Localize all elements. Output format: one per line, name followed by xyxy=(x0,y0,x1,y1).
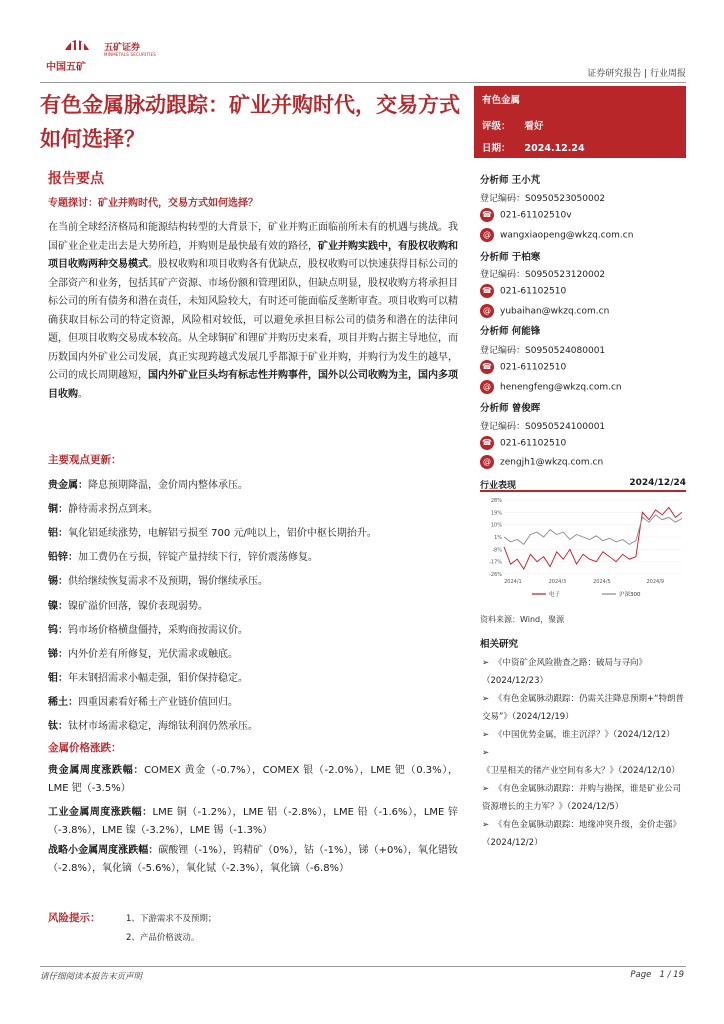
email-link[interactable]: henengfeng@wkzq.com.cn xyxy=(500,382,622,393)
view-text: 四重因素看好稀土产业链价值回归。 xyxy=(78,697,238,708)
y-tick-label: 19% xyxy=(490,510,502,517)
phone-icon: ☎ xyxy=(480,360,494,374)
arrow-icon: ➢ xyxy=(482,748,490,758)
precious-prices xyxy=(48,762,458,798)
date-row xyxy=(482,140,585,154)
analyst-email xyxy=(480,455,603,469)
intro-paragraph xyxy=(48,219,458,404)
view-item xyxy=(48,669,458,684)
view-text: 内外价差有所修复，光伏需求或触底。 xyxy=(68,649,238,660)
analyst-email xyxy=(480,304,609,318)
email-icon: @ xyxy=(480,380,494,394)
date-value: 2024.12.24 xyxy=(524,143,585,154)
arrow-icon: ➢ xyxy=(482,694,490,704)
view-item xyxy=(48,645,458,660)
chart-source: 资料来源：Wind，聚源 xyxy=(480,615,565,624)
analyst-name: 分析师 何能锋 xyxy=(480,326,541,337)
email-link[interactable]: wangxiaopeng@wkzq.com.cn xyxy=(500,230,634,241)
view-item xyxy=(48,693,458,708)
prices-title: 金属价格涨跌： xyxy=(48,742,122,754)
phone-text[interactable]: 021-61102510 xyxy=(500,286,567,297)
view-text: 静待需求拐点到来。 xyxy=(68,504,158,515)
industrial-prices xyxy=(48,804,458,840)
chart-title: 行业表现 xyxy=(480,481,517,491)
y-tick-label: -26% xyxy=(489,572,502,578)
y-tick-label: -17% xyxy=(489,559,502,566)
view-metal: 锑： xyxy=(48,649,68,660)
page-number xyxy=(630,970,684,980)
industrial-text: LME 铜（-1.2%），LME 铝（-2.8%），LME 铅（-1.6%），LME 锌（-3.8%），LME 镍（-3.2%），LME 锡（-1.3%） xyxy=(48,807,459,836)
analyst-name: 分析师 于柏寒 xyxy=(480,252,541,263)
x-tick-label: 2024/5 xyxy=(593,579,611,585)
legend-label: 电子 xyxy=(549,592,561,598)
analyst-email xyxy=(480,380,622,394)
strategic-text: 碳酸锂（-1%），钨精矿（0%），钴（-1%），锑（+0%），氧化镨钕（-2.8%），氧化镝（-5.6%），氧化铽（-2.3%），氧化镝（-6.8%） xyxy=(48,845,458,874)
y-tick-label: 10% xyxy=(490,522,502,529)
phone-icon: ☎ xyxy=(480,284,494,298)
related-title: 相关研究 xyxy=(480,639,519,650)
view-item xyxy=(48,717,458,732)
logo xyxy=(40,28,160,72)
arrow-icon: ➢ xyxy=(482,820,490,830)
related-link[interactable]: 《有色金属脉动跟踪：并购与勘探，谁是矿业公司资源增长的主力军？》（2024/12/5） xyxy=(482,784,682,812)
page-label: Page xyxy=(630,970,652,980)
x-tick-label: 2024/9 xyxy=(646,579,665,585)
analyst-phone xyxy=(480,284,566,298)
related-item[interactable] xyxy=(482,726,688,744)
x-tick-label: 2024/3 xyxy=(548,579,567,585)
footer-disclaimer: 请仔细阅读本报告末页声明 xyxy=(40,972,143,982)
related-link[interactable]: 《中资矿企风险勘查之路：破局与寻向》（2024/12/23） xyxy=(482,658,648,686)
footer-divider xyxy=(40,966,686,967)
analyst-name: 分析师 曾俊晖 xyxy=(480,403,541,414)
view-metal: 贵金属： xyxy=(48,480,88,491)
series-line xyxy=(504,507,682,569)
risk-item: 2、产品价格波动。 xyxy=(126,933,200,943)
view-metal: 镍： xyxy=(48,601,68,612)
views-title: 主要观点更新： xyxy=(48,454,122,466)
industrial-label: 工业金属周度涨跌幅： xyxy=(48,807,153,818)
view-item xyxy=(48,476,458,491)
related-link[interactable]: 《有色金属脉动跟踪：仍需关注降息预期+“特朗普交易”》（2024/12/19） xyxy=(482,694,685,722)
y-tick-label: 1% xyxy=(494,535,502,541)
related-item[interactable] xyxy=(482,654,688,690)
industry-performance-chart xyxy=(480,494,686,602)
view-item xyxy=(48,524,458,539)
chart-date: 2024/12/24 xyxy=(629,478,686,488)
arrow-icon: ➢ xyxy=(482,784,490,794)
report-type: 证券研究报告 | 行业周报 xyxy=(587,69,686,79)
intro-text-3: 。 xyxy=(78,388,88,400)
view-text: 年末钢招需求小幅走强，钼价保持稳定。 xyxy=(68,673,248,684)
phone-icon: ☎ xyxy=(480,208,494,222)
y-tick-label: -8% xyxy=(492,547,502,554)
view-metal: 铝： xyxy=(48,528,68,539)
view-item xyxy=(48,548,458,563)
legend-label: 沪深300 xyxy=(619,592,641,598)
view-metal: 铅锌： xyxy=(48,552,78,563)
report-title: 有色金属脉动跟踪：矿业并购时代，交易方式如何选择？ xyxy=(40,93,460,151)
view-metal: 钨： xyxy=(48,625,68,636)
risk-item: 1、下游需求不及预期； xyxy=(126,914,217,924)
strategic-prices xyxy=(48,842,458,878)
section-title: 报告要点 xyxy=(48,171,104,187)
intro-bold-2: 国内外矿业巨头均有标志性并购事件，国外以公司收购为主，国内多项目收购 xyxy=(48,370,458,400)
arrow-icon: ➢ xyxy=(482,658,490,668)
view-item xyxy=(48,621,458,636)
analyst-name: 分析师 王小芃 xyxy=(480,175,541,186)
related-item[interactable] xyxy=(482,690,688,726)
chart-header xyxy=(480,478,686,492)
related-item[interactable] xyxy=(482,780,688,816)
view-text: 镍矿溢价回落，镍价表现弱势。 xyxy=(68,601,208,612)
logo-mark-icon xyxy=(62,28,92,54)
view-metal: 钼： xyxy=(48,673,68,684)
rating-row xyxy=(482,118,544,132)
analyst-reg: 登记编码：S0950523050002 xyxy=(480,194,606,204)
page-value: 1 / 19 xyxy=(659,970,684,980)
view-metal: 稀土： xyxy=(48,697,78,708)
analyst-reg: 登记编码：S0950524100001 xyxy=(480,422,606,432)
series-line xyxy=(504,515,682,545)
related-item[interactable] xyxy=(482,744,688,780)
view-text: 钨市场价格横盘僵持，采购商按需议价。 xyxy=(68,625,248,636)
related-link[interactable]: 《有色金属脉动跟踪：地缘冲突升级，金价走强》（2024/12/2） xyxy=(482,820,682,848)
logo-text-cn: 中国五矿 xyxy=(46,62,86,73)
view-metal: 铜： xyxy=(48,504,68,515)
email-link[interactable]: yubaihan@wkzq.com.cn xyxy=(500,306,610,317)
precious-label: 贵金属周度涨跌幅： xyxy=(48,765,145,776)
analyst-email xyxy=(480,228,633,242)
email-icon: @ xyxy=(480,304,494,318)
analyst-reg: 登记编码：S0950523120002 xyxy=(480,270,606,280)
header-divider xyxy=(40,82,686,83)
intro-bold-1: 矿业并购实践中，有股权收购和项目收购两种交易模式 xyxy=(48,240,458,270)
view-text: 钛材市场需求稳定，海绵钛利润仍然承压。 xyxy=(68,721,258,732)
view-text: 氧化铝延续涨势，电解铝亏损至 700 元/吨以上，铝价中枢长期抬升。 xyxy=(68,528,377,539)
view-item xyxy=(48,597,458,612)
strategic-label: 战略小金属周度涨跌幅： xyxy=(48,845,159,856)
logo-company: 五矿证券 xyxy=(104,43,141,53)
phone-text[interactable]: 021-61102510 xyxy=(500,438,567,449)
analyst-phone xyxy=(480,360,566,374)
y-tick-label: 28% xyxy=(490,498,502,504)
view-metal: 锡： xyxy=(48,576,68,587)
x-tick-label: 2024/1 xyxy=(504,579,522,585)
rating-value: 看好 xyxy=(524,121,544,132)
view-metal: 钛： xyxy=(48,721,68,732)
analyst-phone xyxy=(480,208,572,222)
info-box xyxy=(474,86,686,158)
risk-title: 风险提示： xyxy=(48,912,101,924)
analyst-phone xyxy=(480,436,566,450)
email-icon: @ xyxy=(480,455,494,469)
intro-text-1: 在当前全球经济格局和能源结构转型的大背景下，矿业并购正面临前所未有的机遇与挑战。我国矿业企业走出去是大势所趋，并购则是最快最有效的路径， xyxy=(48,222,458,252)
related-item[interactable] xyxy=(482,816,688,852)
related-link[interactable]: 《卫星相关的锗产业空间有多大？》（2024/12/10） xyxy=(482,766,680,776)
analyst-reg: 登记编码：S0950524080001 xyxy=(480,346,606,356)
view-text: 降息预期降温，金价周内整体承压。 xyxy=(88,480,248,491)
industry-name: 有色金属 xyxy=(482,95,521,106)
phone-icon: ☎ xyxy=(480,436,494,450)
view-text: 供给继续恢复需求不及预期，锡价继续承压。 xyxy=(68,576,268,587)
phone-text[interactable]: 021-61102510 xyxy=(500,362,567,373)
logo-company-en: MINMETALS SECURITIES xyxy=(104,52,156,57)
email-icon: @ xyxy=(480,228,494,242)
related-link[interactable]: 《中国优势金属，谁主沉浮？》（2024/12/12） xyxy=(494,730,675,740)
date-label: 日期： xyxy=(482,143,511,154)
phone-text[interactable]: 021-61102510v xyxy=(500,210,572,221)
rating-label: 评级： xyxy=(482,121,511,132)
view-item xyxy=(48,572,458,587)
intro-text-2: 。股权收购和项目收购各有优缺点，股权收购可以快速获得目标公司的全部资产和业务，包括其矿产资源、市场份额和管理团队，但缺点明显，股权收购方将承担目标公司的所有债务和潜在责任，未知风险较大，有时还可能面临反垄断审查。项目收购可以精确获取目标公司的特定资源，风险相对较低，可以避免承担目标公司的债务和潜在的法律问题，但项目收购交易成本较高。从全球铜矿和锂矿并购历史来看，项目并购占据主导地位，而历数国内外矿业公司发展，真正实现跨越式发展几乎都源于矿业并购，并购行为发生的越早，公司的成长周期越短， xyxy=(48,259,458,381)
view-item xyxy=(48,500,458,515)
view-text: 加工费仍在亏损，锌锭产量持续下行，锌价震荡修复。 xyxy=(78,552,318,563)
arrow-icon: ➢ xyxy=(482,730,490,740)
topic-heading: 专题探讨：矿业并购时代，交易方式如何选择？ xyxy=(48,198,258,209)
email-link[interactable]: zengjh1@wkzq.com.cn xyxy=(500,457,604,468)
precious-text: COMEX 黄金（-0.7%），COMEX 银（-2.0%），LME 钯（0.3%），LME 钯（-3.5%） xyxy=(48,765,459,794)
